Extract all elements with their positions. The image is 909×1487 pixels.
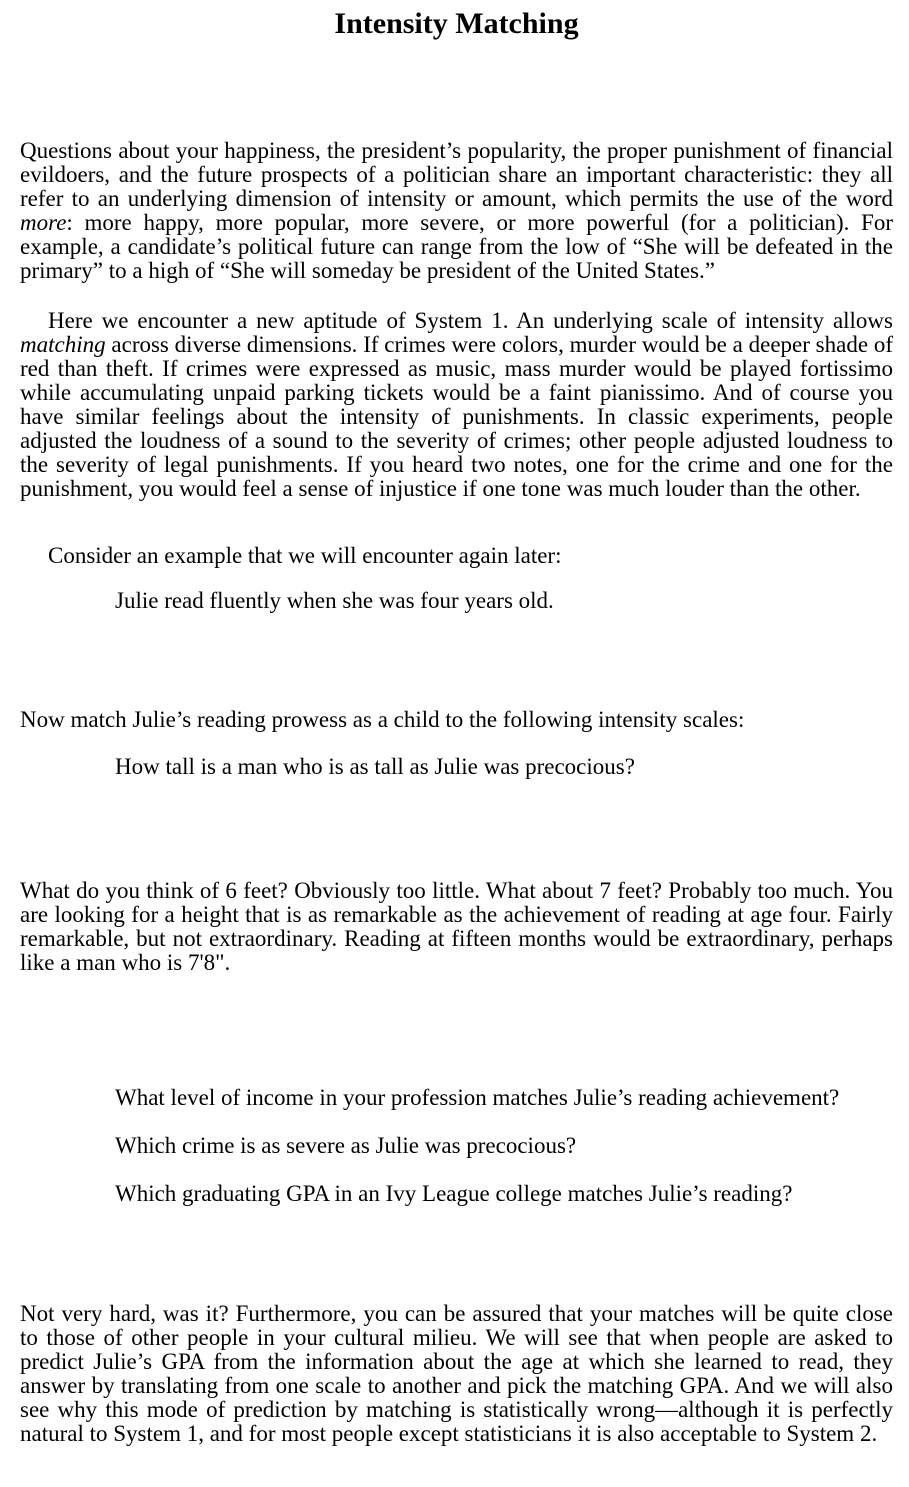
quote-crime: Which crime is as severe as Julie was precocious? <box>115 1133 577 1158</box>
paragraph-conclusion: Not very hard, was it? Furthermore, you can be assured that your matches will be quite close to those of other people in your cultural milieu. We will see that when people are asked to predict Julie’s GPA from the information about the age at which she learned to read, they answer by translating from one scale to another and pick the matching GPA. And we will also see why this mode of prediction by matching is statistically wrong—although it is perfectly natural to System 1, and for most people except statisticians it is also acceptable to System 2. <box>20 1301 893 1446</box>
quote-how-tall: How tall is a man who is as tall as Julie was precocious? <box>115 754 635 779</box>
paragraph-system1 <box>20 309 893 501</box>
paragraph-system1-text-after: across diverse dimensions. If crimes were colors, murder would be a deeper shade of red than theft. If crimes were expressed as music, mass murder would be played fortissimo while accumulating unpaid parking tickets would be a faint pianissimo. And of course you have similar feelings about the intensity of punishments. In classic experiments, people adjusted the loudness of a sound to the severity of crimes; other people adjusted loudness to the severity of legal punishments. If you heard two notes, one for the crime and one for the punishment, you would feel a sense of injustice if one tone was much louder than the other. <box>20 332 893 501</box>
italic-word-matching: matching <box>20 332 106 357</box>
quote-julie-reading: Julie read fluently when she was four years old. <box>115 588 554 613</box>
consider-example-line: Consider an example that we will encounter again later: <box>48 543 562 568</box>
paragraph-system1-text-before: Here we encounter a new aptitude of System 1. An underlying scale of intensity allows <box>48 308 893 333</box>
italic-word-more: more <box>20 210 67 235</box>
quote-gpa: Which graduating GPA in an Ivy League college matches Julie’s reading? <box>115 1181 793 1206</box>
paragraph-intro <box>20 139 893 283</box>
quote-income: What level of income in your profession matches Julie’s reading achievement? <box>115 1085 840 1110</box>
page-title: Intensity Matching <box>334 7 579 40</box>
document-page <box>0 4 909 1446</box>
now-match-line: Now match Julie’s reading prowess as a child to the following intensity scales: <box>20 707 745 732</box>
paragraph-intro-text-before: Questions about your happiness, the president’s popularity, the proper punishment of financial evildoers, and the future prospects of a politician share an important characteristic: they all refer to an underlying dimension of intensity or amount, which permits the use of the word <box>20 138 893 211</box>
paragraph-intro-text-after: : more happy, more popular, more severe, or more powerful (for a politician). For example, a candidate’s political future can range from the low of “She will be defeated in the primary” to a high of “She will someday be president of the United States.” <box>20 210 893 283</box>
paragraph-six-feet: What do you think of 6 feet? Obviously too little. What about 7 feet? Probably too much. You are looking for a height that is as remarkable as the achievement of reading at age four. Fairly remarkable, but not extraordinary. Reading at fifteen months would be extraordinary, perhaps like a man who is 7'8". <box>20 878 893 975</box>
